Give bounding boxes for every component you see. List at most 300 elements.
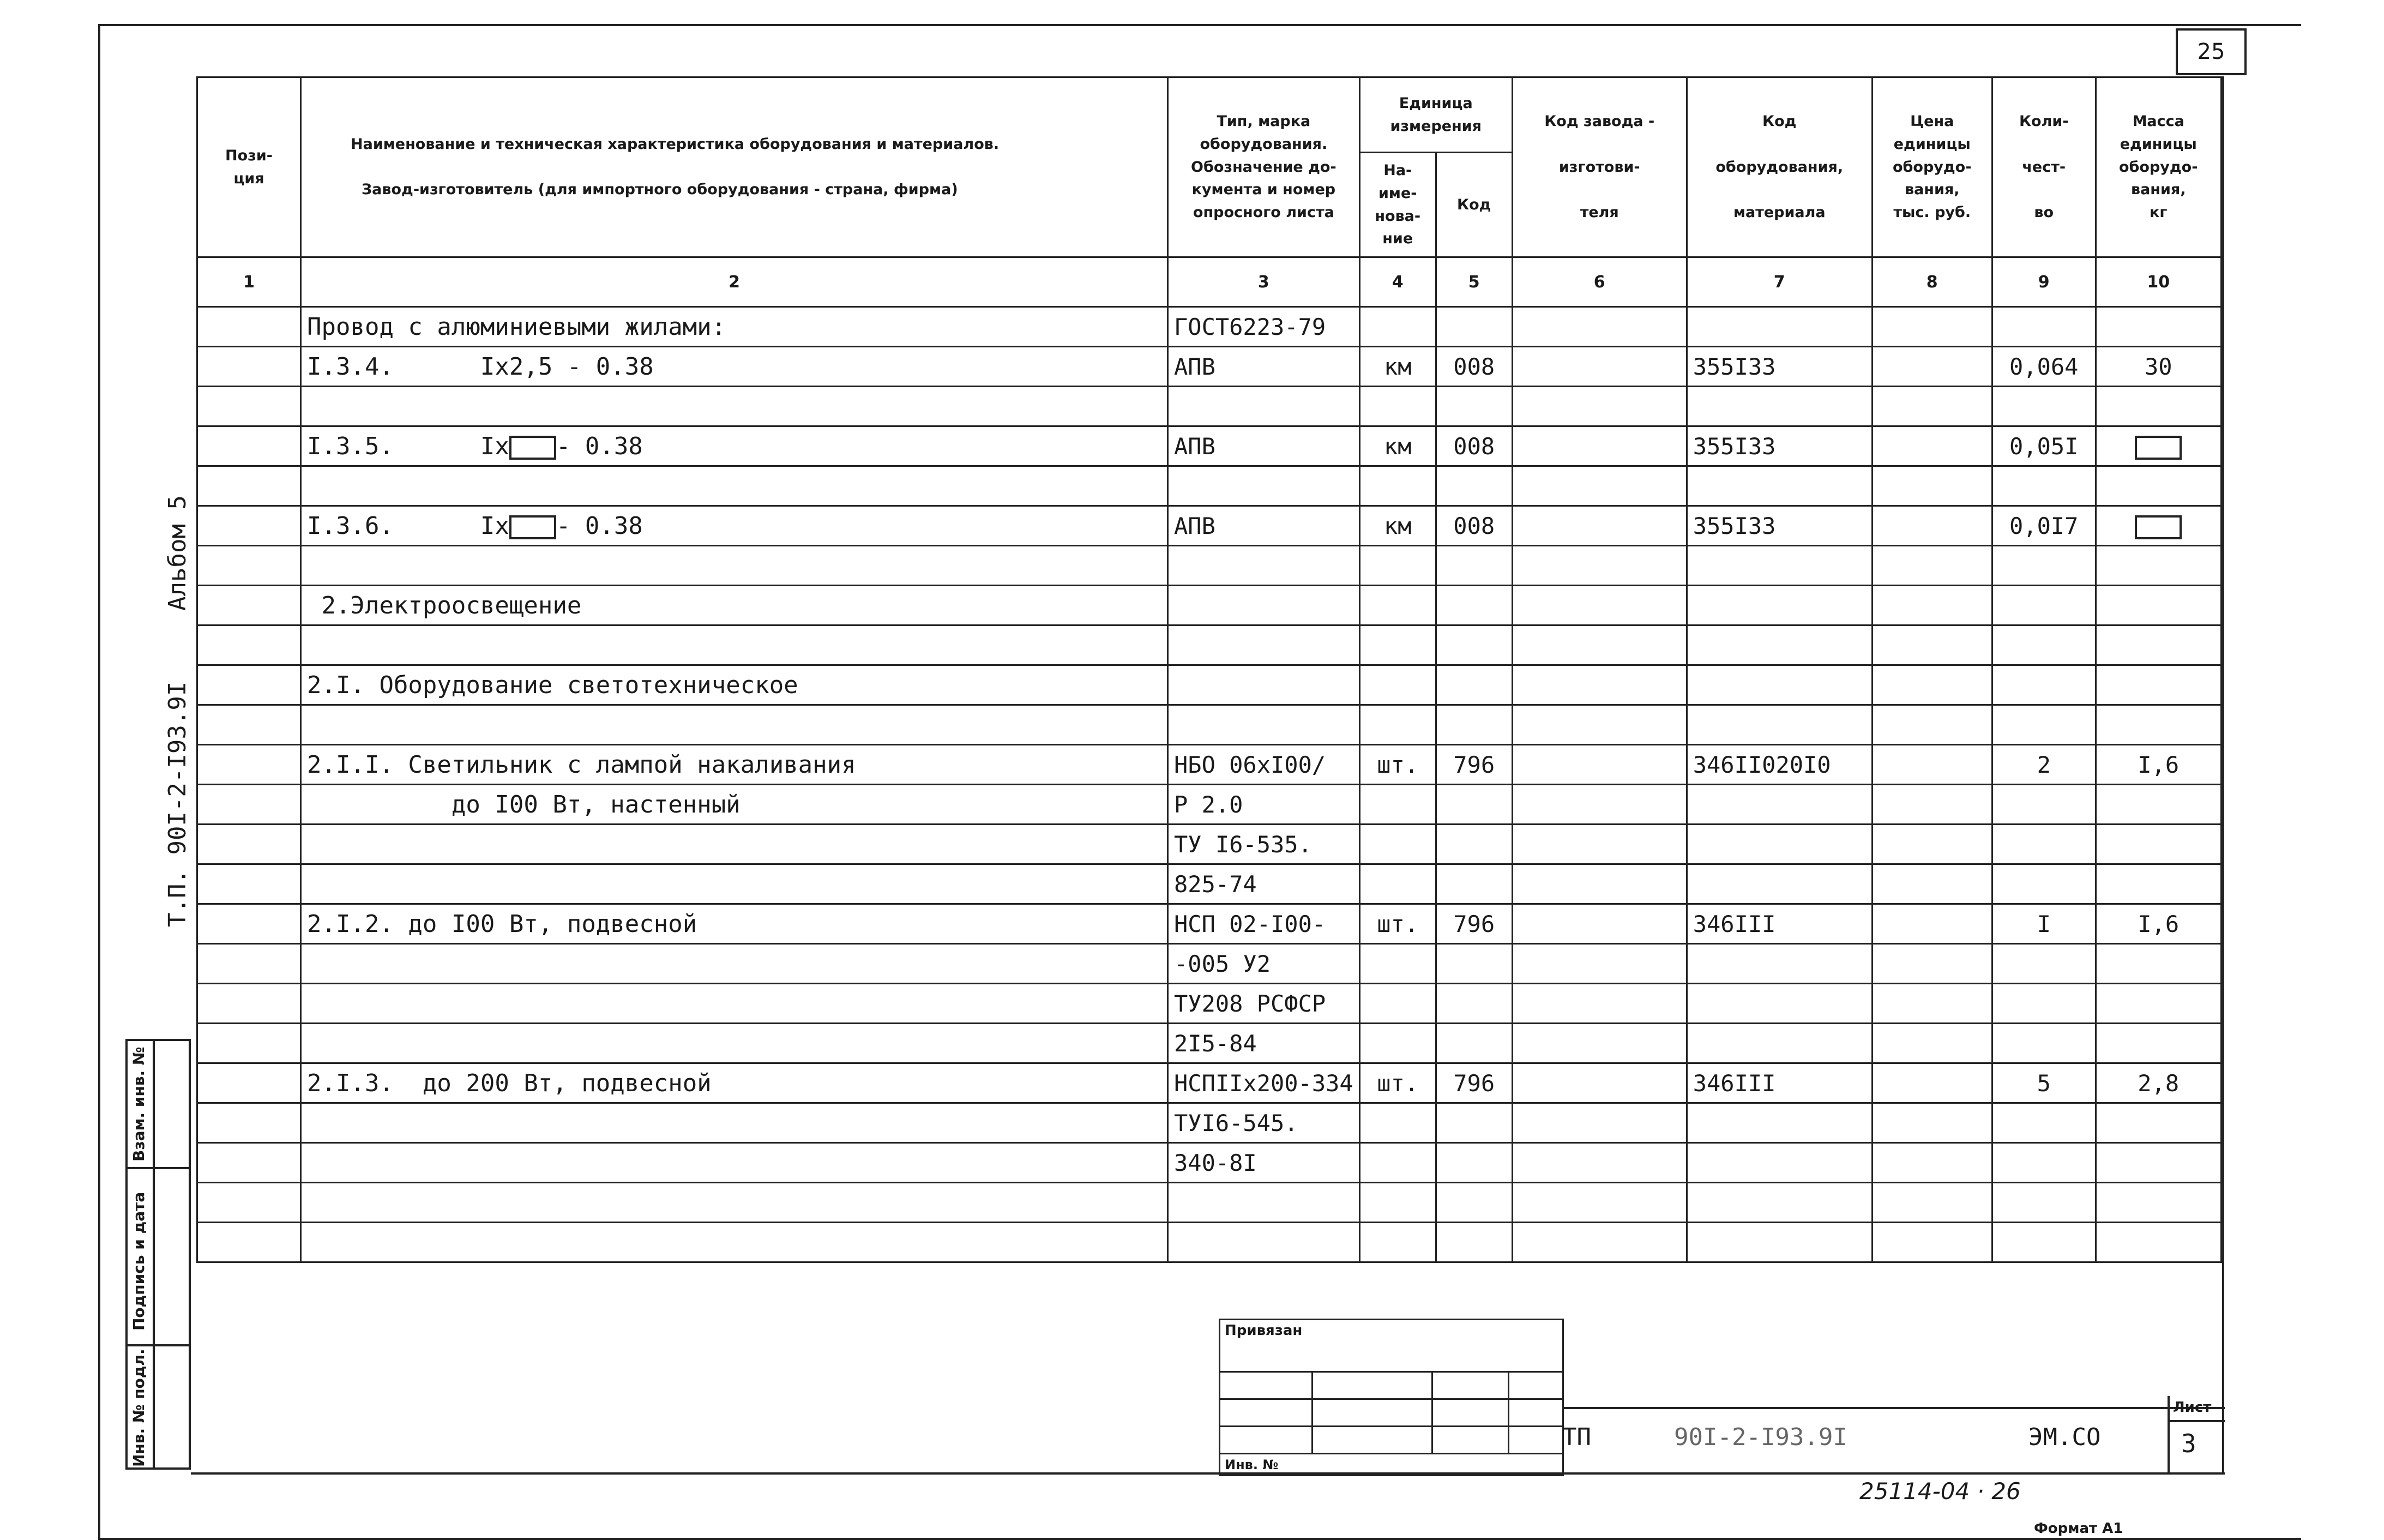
cell-name: 2.Электроосвещение [301, 586, 1168, 625]
cell-name: 2.I.3. до 200 Вт, подвесной [301, 1063, 1168, 1103]
cell-pos [197, 1024, 301, 1063]
cell-qty [1992, 1223, 2096, 1262]
cell-type: 2I5-84 [1168, 1024, 1360, 1063]
cell-pos [197, 1103, 301, 1143]
cell-name: I.3.4. Iх2,5 - 0.38 [301, 347, 1168, 387]
cell-pos [197, 586, 301, 625]
header-name: Наименование и техническая характеристика оборудования и материалов. Завод-изготовитель (для импортного оборудования - страна, фирма) [301, 77, 1168, 257]
cell-price [1872, 1103, 1992, 1143]
table-row [197, 785, 2222, 825]
cell-mat [1687, 1223, 1872, 1262]
header-mass: Масса единицы оборудо- вания, кг [2096, 77, 2221, 257]
cell-name [301, 1103, 1168, 1143]
cell-mat [1687, 705, 1872, 745]
table-row [197, 466, 2222, 506]
cell-type [1168, 466, 1360, 506]
cell-unit [1359, 665, 1436, 705]
cell-code [1436, 1223, 1512, 1262]
cell-name [301, 546, 1168, 586]
cell-qty [1992, 665, 2096, 705]
cell-code: 796 [1436, 1063, 1512, 1103]
table-row [197, 307, 2222, 347]
cell-unit: шт. [1359, 1063, 1436, 1103]
cell-mass [2096, 586, 2221, 625]
cell-factory [1512, 864, 1687, 904]
cell-mass [2096, 506, 2221, 546]
cell-mass [2096, 864, 2221, 904]
header-material-code: Код оборудования, материала [1687, 77, 1872, 257]
table-row [197, 506, 2222, 546]
cell-pos [197, 1143, 301, 1183]
cell-unit: шт. [1359, 904, 1436, 944]
cell-price [1872, 466, 1992, 506]
cell-name [301, 1024, 1168, 1063]
cell-price [1872, 904, 1992, 944]
cell-code: 796 [1436, 745, 1512, 785]
cell-qty [1992, 1183, 2096, 1223]
cell-unit [1359, 1024, 1436, 1063]
cell-price [1872, 944, 1992, 984]
cell-price [1872, 546, 1992, 586]
cell-type [1168, 665, 1360, 705]
stamp-designation: 90I-2-I93.9I [1674, 1423, 1847, 1451]
cell-qty [1992, 466, 2096, 506]
header-type: Тип, марка оборудования. Обозначение до- кумента и номер опросного листа [1168, 77, 1360, 257]
cell-factory [1512, 625, 1687, 665]
table-body [197, 307, 2222, 1262]
cell-pos [197, 665, 301, 705]
cell-unit [1359, 825, 1436, 864]
table-row [197, 904, 2222, 944]
cell-type: ГОСТ6223-79 [1168, 307, 1360, 347]
inv-label: Инв. № подл. [130, 1349, 148, 1467]
cell-price [1872, 785, 1992, 825]
cell-factory [1512, 586, 1687, 625]
cell-type [1168, 387, 1360, 426]
cell-code: 008 [1436, 347, 1512, 387]
cell-mass [2096, 785, 2221, 825]
title-block [1219, 1319, 1564, 1476]
cell-price [1872, 426, 1992, 466]
cell-mat [1687, 625, 1872, 665]
cell-mass [2096, 426, 2221, 466]
cell-name-text: I.3.5. Iх [307, 432, 509, 460]
cell-unit [1359, 1183, 1436, 1223]
cell-unit [1359, 1103, 1436, 1143]
cell-factory [1512, 1223, 1687, 1262]
cell-factory [1512, 745, 1687, 785]
cell-qty: 0,064 [1992, 347, 2096, 387]
cell-name [301, 944, 1168, 984]
cell-name-suffix: - 0.38 [556, 432, 643, 460]
cell-type [1168, 586, 1360, 625]
cell-name-text: I.3.6. Iх [307, 512, 509, 540]
cell-factory [1512, 426, 1687, 466]
header-unit-group: Единица измерения [1359, 77, 1512, 153]
cell-code [1436, 625, 1512, 665]
table-row [197, 745, 2222, 785]
cell-unit: км [1359, 506, 1436, 546]
cell-price [1872, 665, 1992, 705]
table-row [197, 1063, 2222, 1103]
cell-mat: 346II020I0 [1687, 745, 1872, 785]
cell-code [1436, 665, 1512, 705]
table-row [197, 546, 2222, 586]
cell-pos [197, 864, 301, 904]
cell-factory [1512, 1183, 1687, 1223]
cell-code: 008 [1436, 426, 1512, 466]
strip-divider [125, 1344, 191, 1346]
table-row [197, 864, 2222, 904]
cell-qty: 0,05I [1992, 426, 2096, 466]
cell-mat [1687, 665, 1872, 705]
cell-name-suffix: - 0.38 [556, 512, 643, 540]
cell-type: ТУI6-545. [1168, 1103, 1360, 1143]
cell-pos [197, 944, 301, 984]
cell-mat [1687, 1103, 1872, 1143]
cell-factory [1512, 466, 1687, 506]
cell-name [301, 625, 1168, 665]
cell-name [301, 1143, 1168, 1183]
cell-unit [1359, 1143, 1436, 1183]
privyazan-label: Привязан [1220, 1320, 1563, 1372]
header-factory-code: Код завода - изготови- теля [1512, 77, 1687, 257]
cell-unit [1359, 785, 1436, 825]
cell-mass [2096, 1183, 2221, 1223]
cell-price [1872, 745, 1992, 785]
cell-mass [2096, 1103, 2221, 1143]
cell-qty [1992, 944, 2096, 984]
cell-mat [1687, 825, 1872, 864]
cell-name: 2.I. Оборудование светотехническое [301, 665, 1168, 705]
cell-name: до I00 Вт, настенный [301, 785, 1168, 825]
cell-mass [2096, 705, 2221, 745]
cell-type: НБО 06хI00/ [1168, 745, 1360, 785]
cell-type: АПВ [1168, 506, 1360, 546]
cell-unit [1359, 625, 1436, 665]
sheet-label: Лист [2173, 1399, 2212, 1416]
blank-box-icon [2135, 436, 2182, 460]
cell-pos [197, 705, 301, 745]
table-row [197, 387, 2222, 426]
cell-price [1872, 825, 1992, 864]
cell-price [1872, 1183, 1992, 1223]
right-line [2222, 76, 2224, 1475]
cell-factory [1512, 944, 1687, 984]
cell-type [1168, 1183, 1360, 1223]
cell-name [301, 825, 1168, 864]
cell-factory [1512, 1063, 1687, 1103]
cell-qty [1992, 825, 2096, 864]
cell-qty [1992, 625, 2096, 665]
cell-name [301, 466, 1168, 506]
cell-factory [1512, 1024, 1687, 1063]
cell-mat [1687, 1024, 1872, 1063]
cell-name [301, 506, 1168, 546]
cell-pos [197, 904, 301, 944]
blank-box-icon [2135, 515, 2182, 539]
cell-factory [1512, 904, 1687, 944]
cell-mass [2096, 944, 2221, 984]
cell-unit [1359, 466, 1436, 506]
cell-mass [2096, 546, 2221, 586]
cell-unit [1359, 864, 1436, 904]
cell-qty [1992, 586, 2096, 625]
vzam-label: Взам. инв. № [130, 1046, 148, 1162]
cell-mat [1687, 944, 1872, 984]
cell-name: Провод с алюминиевыми жилами: [301, 307, 1168, 347]
cell-name: 2.I.2. до I00 Вт, подвесной [301, 904, 1168, 944]
table-row [197, 705, 2222, 745]
stamp-line [1562, 1407, 2225, 1409]
cell-unit: шт. [1359, 745, 1436, 785]
table-row [197, 426, 2222, 466]
cell-mass [2096, 665, 2221, 705]
cell-code: 008 [1436, 506, 1512, 546]
table-row [197, 1103, 2222, 1143]
cell-mass: I,6 [2096, 745, 2221, 785]
specification-table [196, 76, 2222, 1263]
cell-price [1872, 705, 1992, 745]
cell-code [1436, 546, 1512, 586]
cell-qty [1992, 705, 2096, 745]
cell-type: 340-8I [1168, 1143, 1360, 1183]
cell-price [1872, 506, 1992, 546]
cell-unit [1359, 1223, 1436, 1262]
cell-code [1436, 1183, 1512, 1223]
cell-factory [1512, 546, 1687, 586]
table-row [197, 625, 2222, 665]
album-label: Альбом 5 [164, 495, 191, 611]
cell-type [1168, 1223, 1360, 1262]
strip-divider [153, 1039, 155, 1470]
cell-name [301, 864, 1168, 904]
table-row [197, 347, 2222, 387]
cell-type: ТУ208 РСФСР [1168, 984, 1360, 1024]
cell-code [1436, 307, 1512, 347]
cell-name [301, 1183, 1168, 1223]
cell-type: НСПIIх200-334 [1168, 1063, 1360, 1103]
cell-type: АПВ [1168, 426, 1360, 466]
cell-pos [197, 1183, 301, 1223]
cell-type: Р 2.0 [1168, 785, 1360, 825]
cell-pos [197, 1063, 301, 1103]
header-unit-code: Код [1436, 153, 1512, 257]
cell-price [1872, 307, 1992, 347]
blank-box-icon [509, 436, 556, 460]
cell-mat [1687, 546, 1872, 586]
cell-code [1436, 1143, 1512, 1183]
cell-mat [1687, 1143, 1872, 1183]
cell-code [1436, 705, 1512, 745]
cell-type [1168, 625, 1360, 665]
cell-code [1436, 466, 1512, 506]
cell-mat: 346III [1687, 1063, 1872, 1103]
cell-pos [197, 546, 301, 586]
cell-mat [1687, 1183, 1872, 1223]
cell-qty [1992, 1103, 2096, 1143]
cell-unit [1359, 546, 1436, 586]
header-quantity: Коли- чест- во [1992, 77, 2096, 257]
cell-factory [1512, 1143, 1687, 1183]
cell-mass [2096, 387, 2221, 426]
table-row [197, 1024, 2222, 1063]
cell-pos [197, 506, 301, 546]
blank-box-icon [509, 515, 556, 539]
cell-qty [1992, 546, 2096, 586]
cell-mat: 355I33 [1687, 426, 1872, 466]
cell-mat [1687, 586, 1872, 625]
cell-pos [197, 625, 301, 665]
cell-mat [1687, 466, 1872, 506]
cell-unit [1359, 944, 1436, 984]
cell-mat [1687, 785, 1872, 825]
cell-type: АПВ [1168, 347, 1360, 387]
cell-factory [1512, 705, 1687, 745]
cell-code [1436, 785, 1512, 825]
cell-qty [1992, 984, 2096, 1024]
cell-unit [1359, 586, 1436, 625]
cell-price [1872, 625, 1992, 665]
cell-price [1872, 347, 1992, 387]
cell-qty [1992, 307, 2096, 347]
cell-factory [1512, 1103, 1687, 1143]
bottom-line [191, 1472, 2225, 1475]
cell-price [1872, 1024, 1992, 1063]
sheet-number: 3 [2181, 1429, 2196, 1458]
table-row [197, 665, 2222, 705]
format-label: Формат А1 [2034, 1520, 2123, 1537]
page-number: 25 [2176, 28, 2247, 75]
table-row [197, 1143, 2222, 1183]
cell-code [1436, 1024, 1512, 1063]
cell-code [1436, 864, 1512, 904]
cell-mass: 2,8 [2096, 1063, 2221, 1103]
cell-factory [1512, 785, 1687, 825]
cell-factory [1512, 984, 1687, 1024]
cell-pos [197, 984, 301, 1024]
cell-price [1872, 1063, 1992, 1103]
cell-mat: 346III [1687, 904, 1872, 944]
cell-factory [1512, 506, 1687, 546]
cell-mat: 355I33 [1687, 506, 1872, 546]
cell-factory [1512, 347, 1687, 387]
cell-price [1872, 1143, 1992, 1183]
table-row [197, 944, 2222, 984]
header-unit-name: На- име- нова- ние [1359, 153, 1436, 257]
cell-pos [197, 825, 301, 864]
cell-type: -005 У2 [1168, 944, 1360, 984]
cell-mass [2096, 307, 2221, 347]
cell-code [1436, 1103, 1512, 1143]
cell-mass [2096, 1143, 2221, 1183]
cell-type [1168, 546, 1360, 586]
cell-name [301, 705, 1168, 745]
project-label: Т.П. 90I-2-I93.9I [164, 681, 191, 927]
cell-type: 825-74 [1168, 864, 1360, 904]
cell-mat [1687, 387, 1872, 426]
header-price: Цена единицы оборудо- вания, тыс. руб. [1872, 77, 1992, 257]
cell-pos [197, 426, 301, 466]
cell-code [1436, 387, 1512, 426]
cell-mass [2096, 466, 2221, 506]
cell-qty [1992, 864, 2096, 904]
cell-qty [1992, 387, 2096, 426]
stamp-tp: ТП [1562, 1423, 1591, 1451]
cell-type: НСП 02-I00- [1168, 904, 1360, 944]
cell-mat [1687, 307, 1872, 347]
cell-pos [197, 745, 301, 785]
cell-qty: 2 [1992, 745, 2096, 785]
cell-mass [2096, 984, 2221, 1024]
strip-divider [125, 1167, 191, 1169]
cell-mat [1687, 984, 1872, 1024]
table-row [197, 1183, 2222, 1223]
cell-qty: I [1992, 904, 2096, 944]
cell-price [1872, 864, 1992, 904]
cell-factory [1512, 387, 1687, 426]
cell-mass [2096, 625, 2221, 665]
cell-qty [1992, 1024, 2096, 1063]
cell-mass [2096, 825, 2221, 864]
cell-pos [197, 785, 301, 825]
cell-name [301, 426, 1168, 466]
cell-code: 796 [1436, 904, 1512, 944]
cell-code [1436, 944, 1512, 984]
cell-unit: км [1359, 347, 1436, 387]
cell-unit [1359, 387, 1436, 426]
cell-pos [197, 466, 301, 506]
cell-price [1872, 387, 1992, 426]
cell-type [1168, 705, 1360, 745]
cell-pos [197, 1223, 301, 1262]
cell-name [301, 387, 1168, 426]
cell-name: 2.I.I. Светильник с лампой накаливания [301, 745, 1168, 785]
cell-unit: км [1359, 426, 1436, 466]
cell-qty [1992, 785, 2096, 825]
stamp-section: ЭМ.СО [2028, 1423, 2101, 1451]
table-row [197, 586, 2222, 625]
sheet-divider [2168, 1420, 2225, 1422]
cell-price [1872, 984, 1992, 1024]
cell-mass [2096, 1223, 2221, 1262]
cell-mass: 30 [2096, 347, 2221, 387]
cell-factory [1512, 307, 1687, 347]
cell-mass [2096, 1024, 2221, 1063]
cell-pos [197, 307, 301, 347]
cell-qty [1992, 1143, 2096, 1183]
cell-unit [1359, 307, 1436, 347]
cell-code [1436, 825, 1512, 864]
table-row [197, 1223, 2222, 1262]
podpis-label: Подпись и дата [130, 1192, 148, 1331]
header-position: Пози- ция [197, 77, 301, 257]
cell-code [1436, 586, 1512, 625]
cell-mat [1687, 864, 1872, 904]
table-row [197, 984, 2222, 1024]
table-row [197, 825, 2222, 864]
handwritten-number: 25114-04 · 26 [1859, 1478, 2021, 1505]
cell-name [301, 1223, 1168, 1262]
cell-type: ТУ I6-535. [1168, 825, 1360, 864]
inv-number-label: Инв. № [1220, 1454, 1563, 1476]
cell-unit [1359, 984, 1436, 1024]
cell-pos [197, 347, 301, 387]
cell-mat: 355I33 [1687, 347, 1872, 387]
cell-factory [1512, 665, 1687, 705]
cell-factory [1512, 825, 1687, 864]
cell-qty: 0,0I7 [1992, 506, 2096, 546]
